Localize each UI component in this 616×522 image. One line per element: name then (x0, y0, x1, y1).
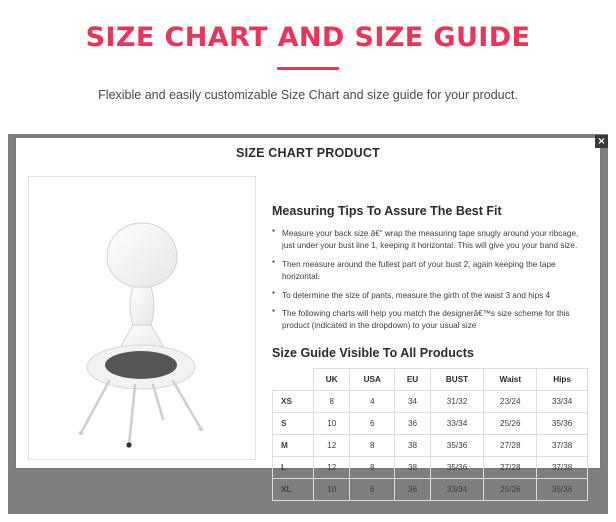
cell-waist: 25/26 (484, 479, 537, 501)
cell-size: M (273, 435, 314, 457)
cell-bust: 33/34 (430, 479, 484, 501)
modal-title-bar (16, 136, 606, 170)
cell-bust: 35/36 (430, 457, 484, 479)
cell-bust: 33/34 (430, 413, 484, 435)
cell-eu: 36 (395, 479, 430, 501)
measuring-tips-list (272, 228, 588, 332)
table-row (273, 435, 588, 457)
cell-hips: 35/36 (537, 479, 588, 501)
column-header: UK (314, 369, 350, 391)
cell-uk: 10 (314, 413, 350, 435)
size-guide-heading: Size Guide Visible To All Products (272, 346, 474, 361)
cell-waist: 27/28 (484, 457, 537, 479)
table-header-row (273, 369, 588, 391)
modal-title: SIZE CHART PRODUCT (236, 146, 380, 160)
table-row (273, 457, 588, 479)
cell-hips: 35/36 (537, 413, 588, 435)
page-subtitle: Flexible and easily customizable Size Chart and size guide for your product. (98, 88, 518, 102)
column-header (273, 369, 314, 391)
table-body (273, 391, 588, 501)
cell-usa: 6 (350, 479, 395, 501)
cell-usa: 8 (350, 435, 395, 457)
cell-size: L (273, 457, 314, 479)
cell-waist: 23/24 (484, 391, 537, 413)
column-header: Hips (537, 369, 588, 391)
cell-waist: 27/28 (484, 435, 537, 457)
title-underline-divider (277, 67, 339, 70)
cell-eu: 38 (395, 435, 430, 457)
list-item: ● The following charts will help you match the designerâ€™s size scheme for this product (indicated in the dropdown) to your usual size (272, 308, 588, 332)
close-icon[interactable]: × (595, 135, 608, 148)
product-image (28, 176, 256, 460)
cell-eu: 36 (395, 413, 430, 435)
column-header: EU (395, 369, 430, 391)
page-header (0, 0, 616, 102)
cell-usa: 8 (350, 457, 395, 479)
table-row (273, 413, 588, 435)
cell-size: XS (273, 391, 314, 413)
size-chart-modal (16, 136, 606, 495)
cell-bust: 35/36 (430, 435, 484, 457)
column-header: BUST (430, 369, 484, 391)
page-title: SIZE CHART AND SIZE GUIDE (85, 22, 531, 53)
cell-uk: 12 (314, 435, 350, 457)
cell-size: XL (273, 479, 314, 501)
cell-hips: 37/38 (537, 457, 588, 479)
cell-bust: 31/32 (430, 391, 484, 413)
measuring-tips-heading: Measuring Tips To Assure The Best Fit (272, 204, 502, 218)
cell-size: S (273, 413, 314, 435)
cell-eu: 34 (395, 391, 430, 413)
table-row (273, 479, 588, 501)
table-row (273, 391, 588, 413)
column-header: USA (350, 369, 395, 391)
cell-hips: 33/34 (537, 391, 588, 413)
cell-waist: 25/26 (484, 413, 537, 435)
size-guide-content (272, 176, 588, 501)
column-header: Waist (484, 369, 537, 391)
list-item: ● To determine the size of pants, measure the girth of the waist 3 and hips 4 (272, 290, 588, 302)
modal-body (16, 170, 600, 501)
list-item: ● Then measure around the fullest part of your bust 2, again keeping the tape horizontal. (272, 259, 588, 283)
cell-uk: 8 (314, 391, 350, 413)
table-header (273, 369, 588, 391)
cell-uk: 10 (314, 479, 350, 501)
cell-uk: 12 (314, 457, 350, 479)
chair-illustration-icon (29, 177, 255, 459)
list-item: ● Measure your back size â€“ wrap the measuring tape snugly around your ribcage, just under your bust line 1, keeping it horizontal. This will give you your band size. (272, 228, 588, 252)
size-chart-table (272, 368, 588, 501)
cell-eu: 38 (395, 457, 430, 479)
cell-hips: 37/38 (537, 435, 588, 457)
cell-usa: 4 (350, 391, 395, 413)
cell-usa: 6 (350, 413, 395, 435)
